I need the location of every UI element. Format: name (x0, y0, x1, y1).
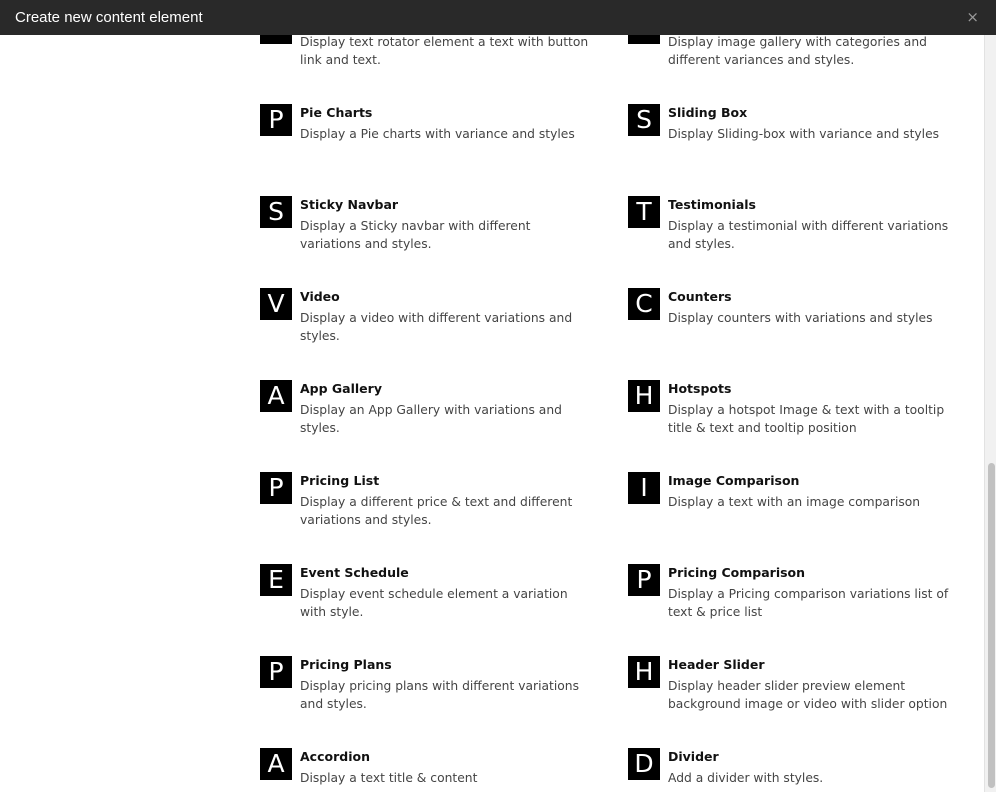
element-letter-icon: P (260, 656, 292, 688)
element-letter-icon: A (260, 748, 292, 780)
element-letter-icon: H (628, 380, 660, 412)
element-description: Display counters with variations and styles (668, 311, 933, 325)
content-element-image-comparison[interactable] (628, 472, 958, 552)
content-element-divider[interactable] (628, 748, 958, 792)
element-description: Display a hotspot Image & text with a tooltip title & text and tooltip position (668, 403, 945, 435)
element-description: Display text rotator element a text with button link and text. (300, 35, 589, 67)
element-title: Sliding Box (668, 105, 748, 120)
element-title: Pie Charts (300, 105, 373, 120)
content-element-video[interactable] (260, 288, 590, 368)
content-element-sliding-box[interactable] (628, 104, 958, 184)
element-title: Hotspots (668, 381, 732, 396)
element-title: Sticky Navbar (300, 197, 399, 212)
element-letter-icon: H (628, 656, 660, 688)
content-element-pricing-comparison[interactable] (628, 564, 958, 644)
element-description: Display a Pie charts with variance and styles (300, 127, 575, 141)
element-title: Counters (668, 289, 732, 304)
element-description: Display a different price & text and different variations and styles. (300, 495, 573, 527)
element-letter-icon (260, 35, 292, 44)
modal-body (0, 35, 984, 792)
element-description: Add a divider with styles. (668, 771, 824, 785)
element-description: Display a text with an image comparison (668, 495, 921, 509)
content-element-pricing-list[interactable] (260, 472, 590, 552)
content-element-pie-charts[interactable] (260, 104, 590, 184)
element-letter-icon: A (260, 380, 292, 412)
element-description: Display an App Gallery with variations and styles. (300, 403, 562, 435)
content-element-header-slider[interactable] (628, 656, 958, 736)
element-title: Pricing List (300, 473, 380, 488)
element-letter-icon: E (260, 564, 292, 596)
element-description: Display event schedule element a variation with style. (300, 587, 568, 619)
element-letter-icon (628, 35, 660, 44)
close-icon[interactable]: × (966, 8, 979, 26)
element-title: Video (300, 289, 340, 304)
element-description: Display a testimonial with different variations and styles. (668, 219, 949, 251)
element-description: Display Sliding-box with variance and styles (668, 127, 940, 141)
element-letter-icon: P (628, 564, 660, 596)
element-letter-icon: C (628, 288, 660, 320)
element-title: Divider (668, 749, 719, 764)
element-letter-icon: S (260, 196, 292, 228)
modal-header (0, 0, 996, 35)
content-element-testimonials[interactable] (628, 196, 958, 276)
element-letter-icon: V (260, 288, 292, 320)
element-description: Display pricing plans with different variations and styles. (300, 679, 579, 711)
element-description: Display a video with different variations and styles. (300, 311, 573, 343)
element-description: Display header slider preview element background image or video with slider option (668, 679, 948, 711)
element-letter-icon: S (628, 104, 660, 136)
element-letter-icon: T (628, 196, 660, 228)
content-element-pricing-plans[interactable] (260, 656, 590, 736)
content-element-partial-item-0[interactable] (260, 35, 590, 92)
scrollbar[interactable] (984, 35, 996, 792)
element-title: Pricing Plans (300, 657, 392, 672)
content-element-sticky-navbar[interactable] (260, 196, 590, 276)
element-title: Header Slider (668, 657, 765, 672)
element-title: Testimonials (668, 197, 757, 212)
scrollbar-thumb[interactable] (988, 463, 995, 788)
element-title: Event Schedule (300, 565, 409, 580)
element-description: Display a text title & content (300, 771, 478, 785)
element-title: Pricing Comparison (668, 565, 806, 580)
element-letter-icon: P (260, 472, 292, 504)
content-element-partial-item-1[interactable] (628, 35, 958, 92)
element-description: Display a Pricing comparison variations list of text & price list (668, 587, 949, 619)
element-letter-icon: D (628, 748, 660, 780)
element-title: Accordion (300, 749, 370, 764)
element-letter-icon: P (260, 104, 292, 136)
element-title: App Gallery (300, 381, 382, 396)
content-element-counters[interactable] (628, 288, 958, 368)
modal-title: Create new content element (15, 9, 203, 26)
element-description: Display a Sticky navbar with different variations and styles. (300, 219, 531, 251)
content-element-accordion[interactable] (260, 748, 590, 792)
content-element-event-schedule[interactable] (260, 564, 590, 644)
element-letter-icon: I (628, 472, 660, 504)
element-description: Display image gallery with categories and different variances and styles. (668, 35, 927, 67)
element-title: Image Comparison (668, 473, 800, 488)
content-element-hotspots[interactable] (628, 380, 958, 460)
content-element-app-gallery[interactable] (260, 380, 590, 460)
